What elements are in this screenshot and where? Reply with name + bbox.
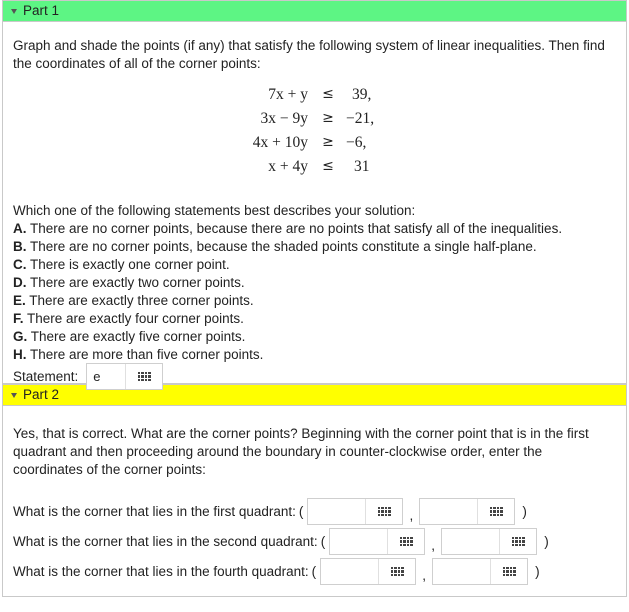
inequality-relation: ≥ (322, 110, 334, 126)
option-item (13, 292, 613, 310)
collapse-triangle-icon[interactable] (11, 9, 17, 14)
y-keypad-button[interactable] (499, 529, 536, 554)
keypad-icon (138, 372, 151, 382)
coordinate-separator: , (409, 508, 414, 523)
option-letter: D. (13, 275, 27, 290)
inequality-row (3, 86, 628, 110)
option-item (13, 328, 613, 346)
y-keypad-button[interactable] (477, 499, 514, 524)
open-paren: ( (320, 534, 326, 549)
x-coordinate-input[interactable] (330, 529, 387, 554)
keypad-icon (503, 567, 516, 577)
corner-question-label: What is the corner that lies in the first quadrant: (13, 504, 296, 519)
part1-header[interactable] (3, 1, 626, 22)
x-coordinate-input-group (329, 528, 425, 555)
corner-question-label: What is the corner that lies in the fourth quadrant: (13, 564, 309, 579)
close-paren: ) (522, 504, 527, 519)
corner-question-row (13, 498, 527, 525)
x-keypad-button[interactable] (387, 529, 424, 554)
inequality-row (3, 110, 628, 134)
option-text: There are no corner points, because the shaded points constitute a single half-plane. (26, 239, 537, 254)
option-item (13, 274, 613, 292)
y-coordinate-input-group (419, 498, 515, 525)
inequality-lhs: x + 4y (268, 158, 308, 175)
open-paren: ( (298, 504, 304, 519)
inequality-lhs: 4x + 10y (252, 134, 308, 151)
y-keypad-button[interactable] (490, 559, 527, 584)
keypad-icon (400, 537, 413, 547)
y-coordinate-input[interactable] (420, 499, 477, 524)
option-item (13, 238, 613, 256)
option-item (13, 256, 613, 274)
option-text: There are exactly three corner points. (25, 293, 254, 308)
statement-label: Statement: (13, 369, 79, 384)
inequality-lhs: 3x − 9y (260, 110, 308, 127)
option-item (13, 220, 613, 238)
option-text: There are exactly five corner points. (27, 329, 246, 344)
inequality-relation: ≤ (322, 86, 334, 102)
keypad-icon (378, 507, 391, 517)
statement-input[interactable] (87, 364, 125, 389)
statement-input-group (86, 363, 163, 390)
inequality-row (3, 158, 628, 182)
option-letter: B. (13, 239, 27, 254)
option-text: There are more than five corner points. (26, 347, 264, 362)
inequality-rhs: −6, (346, 134, 367, 151)
close-paren: ) (544, 534, 549, 549)
corner-question-label: What is the corner that lies in the second quadrant: (13, 534, 318, 549)
inequality-rhs: 31 (354, 158, 370, 175)
inequality-row (3, 134, 628, 158)
part2-body (3, 406, 626, 596)
option-item (13, 310, 613, 328)
option-text: There are no corner points, because there are no points that satisfy all of the inequalities. (26, 221, 563, 236)
corner-question-row (13, 558, 540, 585)
part2-panel (2, 384, 627, 597)
statement-row (13, 363, 163, 390)
part1-intro: Graph and shade the points (if any) that satisfy the following system of linear inequalities. Then find the coordinates of all of the corner points: (13, 38, 605, 71)
inequality-relation: ≤ (322, 158, 334, 174)
option-item (13, 346, 613, 364)
option-letter: A. (13, 221, 27, 236)
collapse-triangle-icon[interactable] (11, 393, 17, 398)
inequality-lhs: 7x + y (268, 86, 308, 103)
option-text: There is exactly one corner point. (26, 257, 230, 272)
x-coordinate-input[interactable] (308, 499, 365, 524)
inequality-rhs: −21, (346, 110, 375, 127)
keypad-icon (490, 507, 503, 517)
option-letter: F. (13, 311, 24, 326)
part2-title: Part 2 (23, 387, 60, 402)
open-paren: ( (311, 564, 317, 579)
statement-keypad-button[interactable] (125, 364, 162, 389)
coordinate-separator: , (431, 538, 436, 553)
part1-title: Part 1 (23, 3, 60, 18)
x-keypad-button[interactable] (365, 499, 402, 524)
coordinate-separator: , (422, 568, 427, 583)
x-coordinate-input-group (307, 498, 403, 525)
x-coordinate-input[interactable] (321, 559, 378, 584)
option-letter: G. (13, 329, 28, 344)
part2-intro: Yes, that is correct. What are the corner points? Beginning with the corner point that is in the first quadrant and then proceeding around the boundary in counter-clockwise order, enter the coordinates of the corner points: (13, 426, 589, 477)
inequality-system (3, 86, 628, 182)
option-letter: E. (13, 293, 26, 308)
y-coordinate-input-group (441, 528, 537, 555)
y-coordinate-input-group (432, 558, 528, 585)
part1-question: Which one of the following statements best describes your solution: (13, 203, 416, 218)
options-list (13, 220, 613, 364)
y-coordinate-input[interactable] (442, 529, 499, 554)
x-keypad-button[interactable] (378, 559, 415, 584)
corner-question-row (13, 528, 549, 555)
inequality-relation: ≥ (322, 134, 334, 150)
keypad-icon (391, 567, 404, 577)
close-paren: ) (535, 564, 540, 579)
keypad-icon (512, 537, 525, 547)
y-coordinate-input[interactable] (433, 559, 490, 584)
option-text: There are exactly two corner points. (26, 275, 245, 290)
part1-panel (2, 0, 627, 384)
option-text: There are exactly four corner points. (23, 311, 244, 326)
x-coordinate-input-group (320, 558, 416, 585)
option-letter: C. (13, 257, 27, 272)
part1-body (3, 22, 626, 383)
option-letter: H. (13, 347, 27, 362)
inequality-rhs: 39, (352, 86, 372, 103)
